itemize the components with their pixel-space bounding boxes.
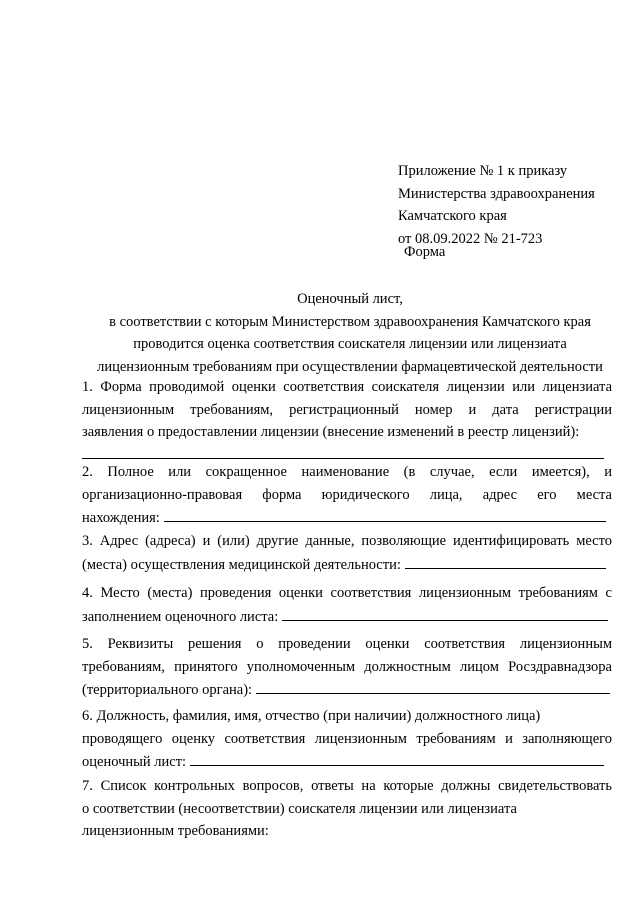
appendix-line: Камчатского края — [398, 208, 507, 224]
section-4 — [82, 582, 612, 628]
section-7 — [82, 775, 612, 843]
section-4-line: 4. Место (места) проведения оценки соответствия лицензионным требованиям с — [82, 585, 612, 601]
section-2 — [82, 461, 612, 530]
appendix-block — [398, 160, 628, 250]
form-label: Форма — [404, 244, 446, 260]
section-2-line: организационно-правовая форма юридического лица, адрес его места — [82, 486, 612, 503]
section-1-line: заявления о предоставлении лицензии (внесение изменений в реестр лицензий): — [82, 424, 580, 440]
section-4-label: заполнением оценочного листа: — [82, 608, 279, 625]
section-7-line: о соответствии (несоответствии) соискателя лицензии или лицензиата — [82, 800, 517, 817]
section-6-line: проводящего оценку соответствия лицензионным требованиям и заполняющего — [82, 730, 612, 747]
section-1-line: 1. Форма проводимой оценки соответствия соискателя лицензии или лицензиата — [82, 379, 612, 395]
section-3 — [82, 530, 612, 576]
section-5-label: (территориального органа): — [82, 682, 253, 698]
appendix-line: от 08.09.2022 № 21-723 — [398, 230, 543, 247]
appendix-line: Министерства здравоохранения — [398, 185, 595, 202]
appendix-line: Приложение № 1 к приказу — [398, 163, 568, 179]
section-3-line: 3. Адрес (адреса) и (или) другие данные, позволяющие идентифицировать место — [82, 533, 612, 549]
section-5-line: 5. Реквизиты решения о проведении оценки соответствия лицензионным — [82, 636, 612, 652]
section-5-line: требованиям, принятого уполномоченным должностным лицом Росздравнадзора — [82, 658, 612, 675]
section-6 — [82, 705, 612, 774]
section-5-fill-line[interactable] — [256, 678, 610, 694]
section-2-label: нахождения: — [82, 510, 160, 526]
section-2-fill-line[interactable] — [164, 506, 606, 522]
title-line: Оценочный лист, — [297, 291, 403, 307]
section-1-fill-line[interactable] — [82, 444, 604, 459]
section-3-label: (места) осуществления медицинской деятельности: — [82, 556, 401, 573]
title-line: проводится оценка соответствия соискателя лицензии или лицензиата — [133, 336, 567, 352]
section-5 — [82, 633, 612, 702]
title-line: в соответствии с которым Министерством здравоохранения Камчатского края — [109, 313, 591, 330]
section-7-line: лицензионным требованиями: — [82, 823, 269, 839]
section-2-line: 2. Полное или сокращенное наименование (в случае, если имеется), и — [82, 464, 612, 480]
document-title — [80, 288, 620, 378]
section-6-label: оценочный лист: — [82, 754, 187, 770]
section-4-fill-line[interactable] — [282, 605, 608, 621]
title-line: лицензионным требованиям при осуществлении фармацевтической деятельности — [97, 358, 603, 375]
section-7-line: 7. Список контрольных вопросов, ответы на которые должны свидетельствовать — [82, 778, 612, 794]
section-3-fill-line[interactable] — [405, 553, 606, 569]
section-1-line: лицензионным требованиям, регистрационный номер и дата регистрации — [82, 401, 612, 418]
section-6-line: 6. Должность, фамилия, имя, отчество (при наличии) должностного лица) — [82, 708, 541, 724]
section-1 — [82, 376, 612, 459]
section-6-fill-line[interactable] — [190, 750, 604, 766]
